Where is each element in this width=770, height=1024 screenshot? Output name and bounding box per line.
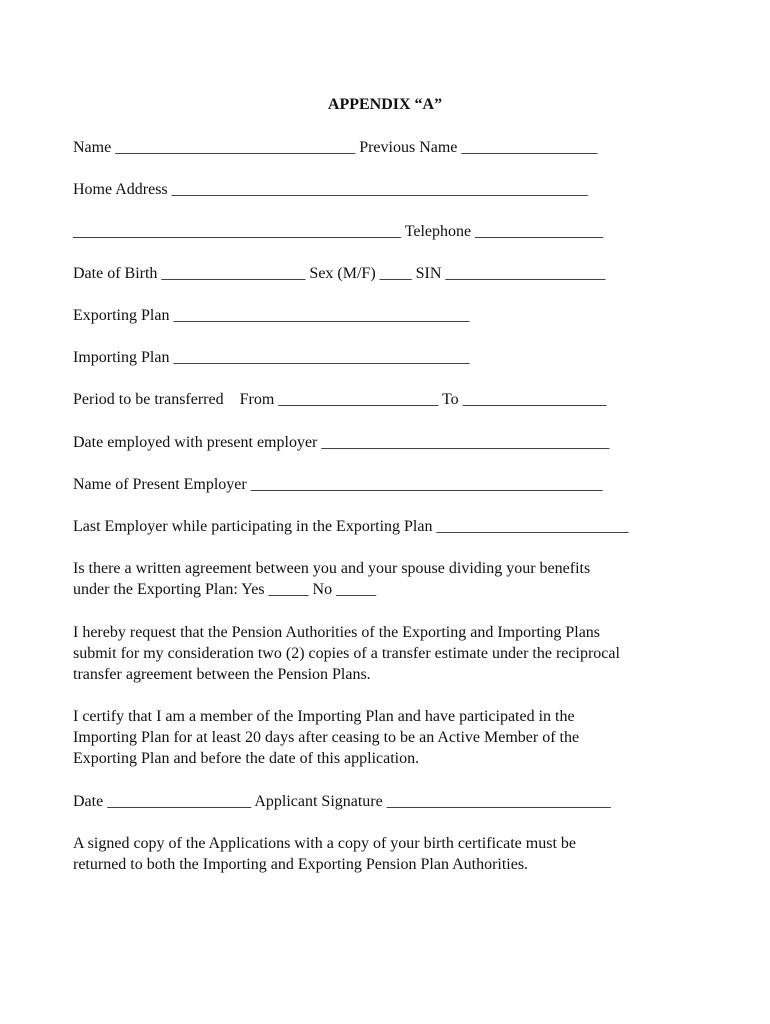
paragraph-line: submit for my consideration two (2) copies of a transfer estimate under the reciprocal — [73, 645, 620, 662]
request-paragraph — [73, 622, 713, 685]
paragraph-line: Importing Plan for at least 20 days after ceasing to be an Active Member of the — [73, 729, 580, 746]
paragraph-line: A signed copy of the Applications with a copy of your birth certificate must be — [73, 835, 576, 852]
transfer-period-field-line[interactable]: Period to be transferred From ____________________ To __________________ — [73, 391, 607, 408]
paragraph-line: transfer agreement between the Pension Plans. — [73, 666, 371, 683]
paragraph-line: Exporting Plan and before the date of this application. — [73, 750, 420, 767]
importing-plan-field-line[interactable]: Importing Plan _____________________________________ — [73, 349, 470, 366]
paragraph-line: I certify that I am a member of the Importing Plan and have participated in the — [73, 708, 575, 725]
paragraph-line: returned to both the Importing and Exporting Pension Plan Authorities. — [73, 856, 529, 873]
spouse-agreement-yes-no-line[interactable]: under the Exporting Plan: Yes _____ No _____ — [73, 581, 377, 598]
page-title: APPENDIX “A” — [327, 96, 443, 113]
name-field-line[interactable]: Name ______________________________ Previous Name _________________ — [73, 139, 598, 156]
date-signature-field-line[interactable]: Date __________________ Applicant Signature ____________________________ — [73, 793, 611, 810]
paragraph-line: I hereby request that the Pension Authorities of the Exporting and Importing Plans — [73, 624, 601, 641]
spouse-agreement-paragraph — [73, 558, 713, 600]
address-telephone-field-line[interactable]: _________________________________________ Telephone ________________ — [73, 223, 604, 240]
paragraph-line: Is there a written agreement between you and your spouse dividing your benefits — [73, 560, 591, 577]
present-employer-field-line[interactable]: Name of Present Employer ____________________________________________ — [73, 476, 603, 493]
exporting-plan-field-line[interactable]: Exporting Plan _____________________________________ — [73, 307, 470, 324]
date-employed-field-line[interactable]: Date employed with present employer ____________________________________ — [73, 434, 610, 451]
last-employer-field-line[interactable]: Last Employer while participating in the Exporting Plan ________________________ — [73, 518, 629, 535]
signed-copy-paragraph — [73, 833, 713, 875]
dob-sex-sin-field-line[interactable]: Date of Birth __________________ Sex (M/F) ____ SIN ____________________ — [73, 265, 606, 282]
certify-paragraph — [73, 706, 713, 769]
home-address-field-line[interactable]: Home Address ____________________________________________________ — [73, 181, 588, 198]
